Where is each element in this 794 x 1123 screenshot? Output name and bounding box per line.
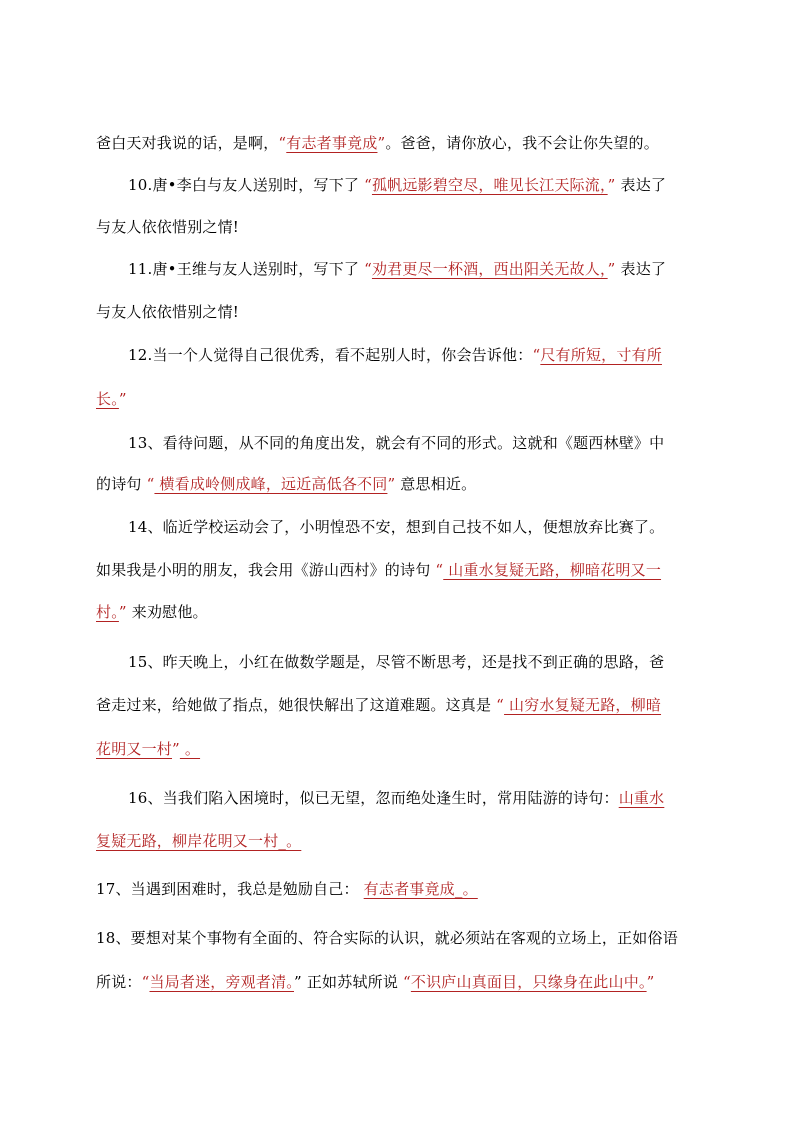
body-text: 的诗句 — [96, 475, 147, 493]
body-text: 15、昨天晚上，小红在做数学题是，尽管不断思考，还是找不到正确的思路，爸 — [128, 653, 665, 671]
body-text: “ — [403, 973, 411, 991]
answer-text: 有志者事竟成_。 — [363, 880, 478, 898]
question-12-line-2 — [96, 387, 127, 411]
question-14-line-3 — [96, 600, 208, 624]
body-text: 13、看待问题，从不同的角度出发，就会有不同的形式。这就和《题西林壁》中 — [128, 434, 665, 452]
body-text: 10.唐•李白与友人送别时，写下了 — [128, 176, 365, 194]
question-17-line — [96, 877, 478, 901]
body-text: 。爸爸，请你放心，我不会让你失望的。 — [385, 134, 659, 152]
body-text: 来劝慰他。 — [126, 603, 208, 621]
answer-text: 横看成岭侧成峰，远近高低各不同 — [154, 475, 388, 493]
body-text: 表达了 — [615, 176, 667, 194]
body-text: ” — [118, 603, 127, 621]
answer-text: 。 — [179, 740, 201, 758]
question-15-line-3 — [96, 737, 200, 761]
question-13-line-1 — [128, 431, 664, 455]
body-text: ” — [172, 740, 180, 758]
question-18-line-1 — [96, 926, 678, 950]
body-text: ” — [387, 475, 396, 493]
answer-text: 不识庐山真面目，只缘身在此山中。 — [410, 973, 647, 991]
body-text: 12.当一个人觉得自己很优秀，看不起别人时，你会告诉他： — [128, 346, 533, 364]
body-text: “ — [532, 346, 541, 364]
question-11-line-1 — [128, 257, 666, 281]
question-12-line-1 — [128, 343, 662, 367]
body-text: 16、当我们陷入困境时，似已无望，忽而绝处逢生时，常用陆游的诗句： — [128, 789, 619, 807]
body-text: “ — [278, 134, 287, 152]
body-text: ” — [118, 390, 127, 408]
answer-text: 孤帆远影碧空尽，唯见长江天际流， — [371, 176, 608, 194]
question-16-line-2 — [96, 829, 301, 853]
answer-text: 尺有所短，寸有所 — [540, 346, 662, 364]
answer-text: 有志者事竟成 — [286, 134, 378, 152]
body-text: ” — [294, 973, 302, 991]
answer-text: 花明又一村 — [96, 740, 173, 758]
question-10-line-2 — [96, 215, 239, 239]
body-text: 如果我是小明的朋友，我会用《游山西村》的诗句 — [96, 561, 436, 579]
line-continuation — [96, 131, 659, 155]
body-text: 所说： — [96, 973, 142, 991]
answer-text: 山穷水复疑无路，柳暗 — [504, 696, 662, 714]
body-text: 正如苏轼所说 — [301, 973, 404, 991]
answer-text: 劝君更尽一杯酒，西出阳关无故人， — [371, 260, 608, 278]
answer-text: 复疑无路，柳岸花明又一村_。 — [96, 832, 302, 850]
body-text: “ — [146, 475, 155, 493]
question-10-line-1 — [128, 173, 666, 197]
question-18-line-2 — [96, 970, 654, 994]
body-text: 与友人依依惜别之情! — [96, 218, 240, 236]
body-text: 18、要想对某个事物有全面的、符合实际的认识，就必须站在客观的立场上，正如俗语 — [96, 929, 678, 947]
question-15-line-2 — [96, 693, 661, 717]
body-text: 意思相近。 — [395, 475, 477, 493]
question-13-line-2 — [96, 472, 476, 496]
body-text: ” — [607, 260, 616, 278]
question-15-line-1 — [128, 650, 664, 674]
body-text: ” — [377, 134, 386, 152]
answer-text: 村。 — [96, 603, 119, 621]
body-text: ” — [607, 176, 616, 194]
question-11-line-2 — [96, 300, 239, 324]
body-text: “ — [435, 561, 444, 579]
body-text: 表达了 — [615, 260, 667, 278]
body-text: 11.唐•王维与友人送别时，写下了 — [128, 260, 365, 278]
answer-text: 当局者迷，旁观者清。 — [149, 973, 294, 991]
body-text: 爸走过来，给她做了指点，她很快解出了这道难题。这真是 — [96, 696, 497, 714]
body-text: “ — [364, 260, 372, 278]
question-16-line-1 — [128, 786, 664, 810]
body-text: “ — [364, 176, 372, 194]
question-14-line-2 — [96, 558, 661, 582]
body-text: 17、当遇到困难时，我总是勉励自己： — [96, 880, 364, 898]
question-14-line-1 — [128, 515, 664, 539]
body-text: ” — [646, 973, 655, 991]
body-text: “ — [141, 973, 150, 991]
body-text: 爸白天对我说的话，是啊， — [96, 134, 279, 152]
answer-text: 长。 — [96, 390, 119, 408]
answer-text: 山重水 — [618, 789, 665, 807]
answer-text: 山重水复疑无路，柳暗花明又一 — [443, 561, 662, 579]
body-text: 14、临近学校运动会了，小明惶恐不安，想到自己技不如人，便想放弃比赛了。 — [128, 518, 665, 536]
body-text: 与友人依依惜别之情! — [96, 303, 240, 321]
body-text: “ — [496, 696, 505, 714]
